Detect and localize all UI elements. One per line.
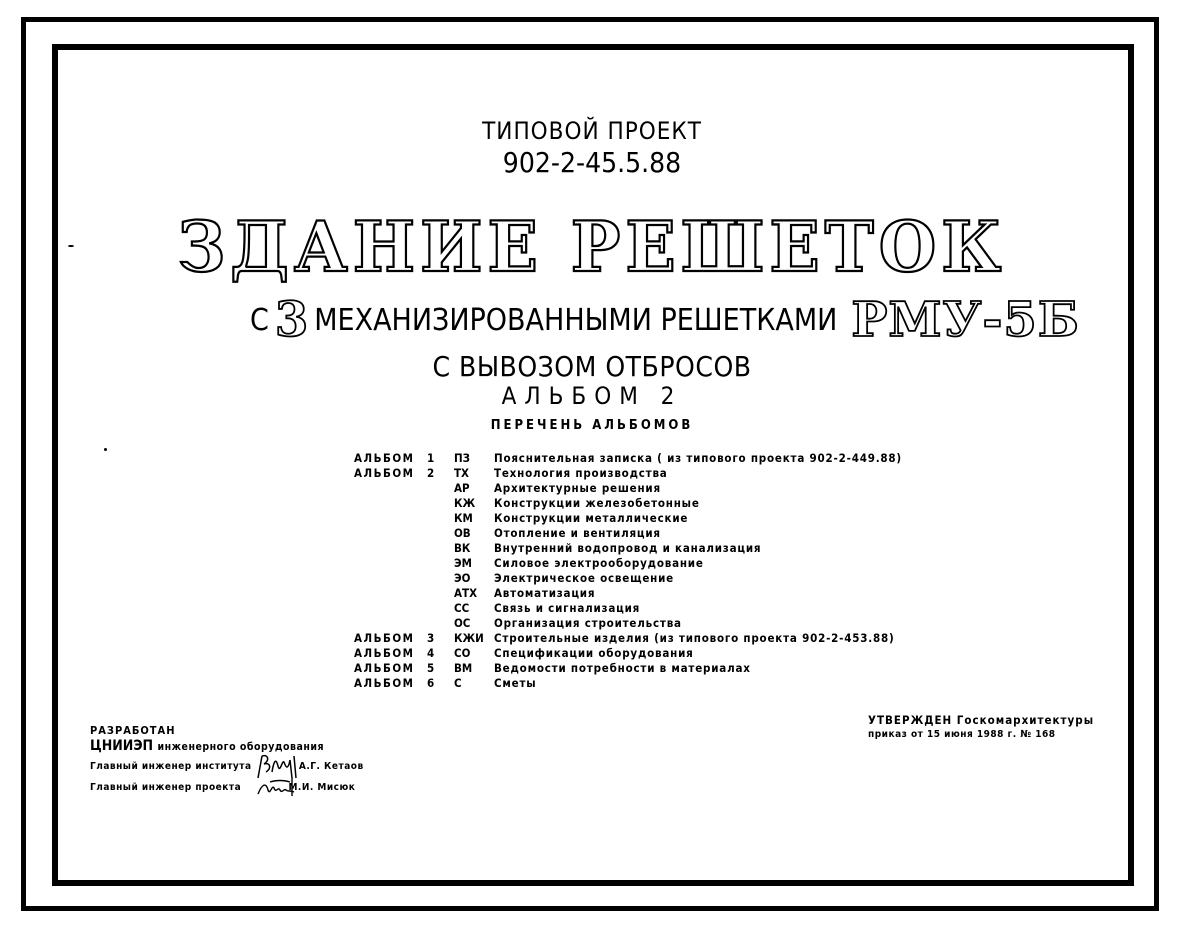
album-number: 6 — [427, 676, 435, 690]
album-number: 1 — [427, 451, 435, 465]
album-description: Сметы — [494, 676, 537, 690]
album-code: С — [454, 676, 462, 690]
album-number: 4 — [427, 646, 435, 660]
chief-engineer-institute-name: А.Г. Кетаов — [298, 761, 364, 772]
subtitle-prefix: С — [250, 303, 269, 338]
album-code: ТХ — [454, 466, 470, 480]
album-description: Конструкции железобетонные — [494, 496, 700, 510]
org-abbrev: ЦНИИЭП — [90, 738, 154, 754]
album-code: СО — [454, 646, 471, 660]
album-description: Электрическое освещение — [494, 571, 674, 585]
album-description: Связь и сигнализация — [494, 601, 641, 615]
album-description: Автоматизация — [494, 586, 596, 600]
album-code: ЭМ — [454, 556, 472, 570]
stray-mark — [104, 448, 107, 451]
grate-model: РМУ-5Б — [851, 292, 1080, 348]
chief-engineer-institute-line — [90, 761, 364, 772]
album-label: АЛЬБОМ — [354, 676, 415, 690]
album-code: ПЗ — [454, 451, 471, 465]
chief-engineer-project-line — [90, 782, 355, 793]
org-rest: инженерного оборудования — [157, 741, 325, 753]
signature-project — [256, 776, 296, 798]
album-description: Пояснительная записка ( из типового проекта 902-2-449.88) — [494, 451, 902, 465]
album-label: АЛЬБОМ — [354, 451, 415, 465]
album-description: Архитектурные решения — [494, 481, 661, 495]
main-title: ЗДАНИЕ РЕШЕТОК — [177, 206, 1007, 288]
album-description: Внутренний водопровод и канализация — [494, 541, 762, 555]
removal-subtitle: С ВЫВОЗОМ ОТБРОСОВ — [432, 350, 752, 383]
album-description: Ведомости потребности в материалах — [494, 661, 751, 675]
album-description: Организация строительства — [494, 616, 682, 630]
grate-count: 3 — [274, 292, 309, 348]
album-code: ЭО — [454, 571, 471, 585]
album-label: АЛЬБОМ — [354, 661, 415, 675]
album-description: Отопление и вентиляция — [494, 526, 661, 540]
album-code: КЖИ — [454, 631, 484, 645]
album-code: ОС — [454, 616, 471, 630]
album-description: Спецификации оборудования — [494, 646, 694, 660]
album-code: КМ — [454, 511, 473, 525]
album-label: АЛЬБОМ — [354, 631, 415, 645]
album-code: АТХ — [454, 586, 478, 600]
album-label: АЛЬБОМ — [354, 466, 415, 480]
chief-engineer-project-name: М.И. Мисюк — [288, 782, 356, 793]
approval-order: приказ от 15 июня 1988 г. № 168 — [868, 729, 1056, 740]
album-code: АР — [454, 481, 470, 495]
project-number: 902-2-45.5.88 — [502, 146, 682, 179]
subtitle — [250, 292, 1080, 348]
album-title: АЛЬБОМ 2 — [501, 382, 683, 410]
developed-label: РАЗРАБОТАН — [90, 724, 176, 737]
chief-engineer-project-title: Главный инженер проекта — [90, 782, 242, 793]
album-number: 2 — [427, 466, 435, 480]
albums-heading: ПЕРЕЧЕНЬ АЛЬБОМОВ — [490, 418, 694, 433]
album-description: Конструкции металлические — [494, 511, 689, 525]
album-description: Технология производства — [494, 466, 668, 480]
album-number: 3 — [427, 631, 435, 645]
album-code: ОВ — [454, 526, 471, 540]
album-code: ВК — [454, 541, 471, 555]
album-code: СС — [454, 601, 470, 615]
album-description: Строительные изделия (из типового проекта 902-2-453.88) — [494, 631, 895, 645]
album-description: Силовое электрооборудование — [494, 556, 704, 570]
album-code: ВМ — [454, 661, 473, 675]
chief-engineer-institute-title: Главный инженер института — [90, 761, 252, 772]
album-label: АЛЬБОМ — [354, 646, 415, 660]
project-type: ТИПОВОЙ ПРОЕКТ — [482, 117, 702, 145]
subtitle-middle: МЕХАНИЗИРОВАННЫМИ РЕШЕТКАМИ — [314, 303, 838, 338]
album-code: КЖ — [454, 496, 476, 510]
approval-label: УТВЕРЖДЕН Госкомархитектуры — [868, 713, 1095, 727]
album-number: 5 — [427, 661, 435, 675]
